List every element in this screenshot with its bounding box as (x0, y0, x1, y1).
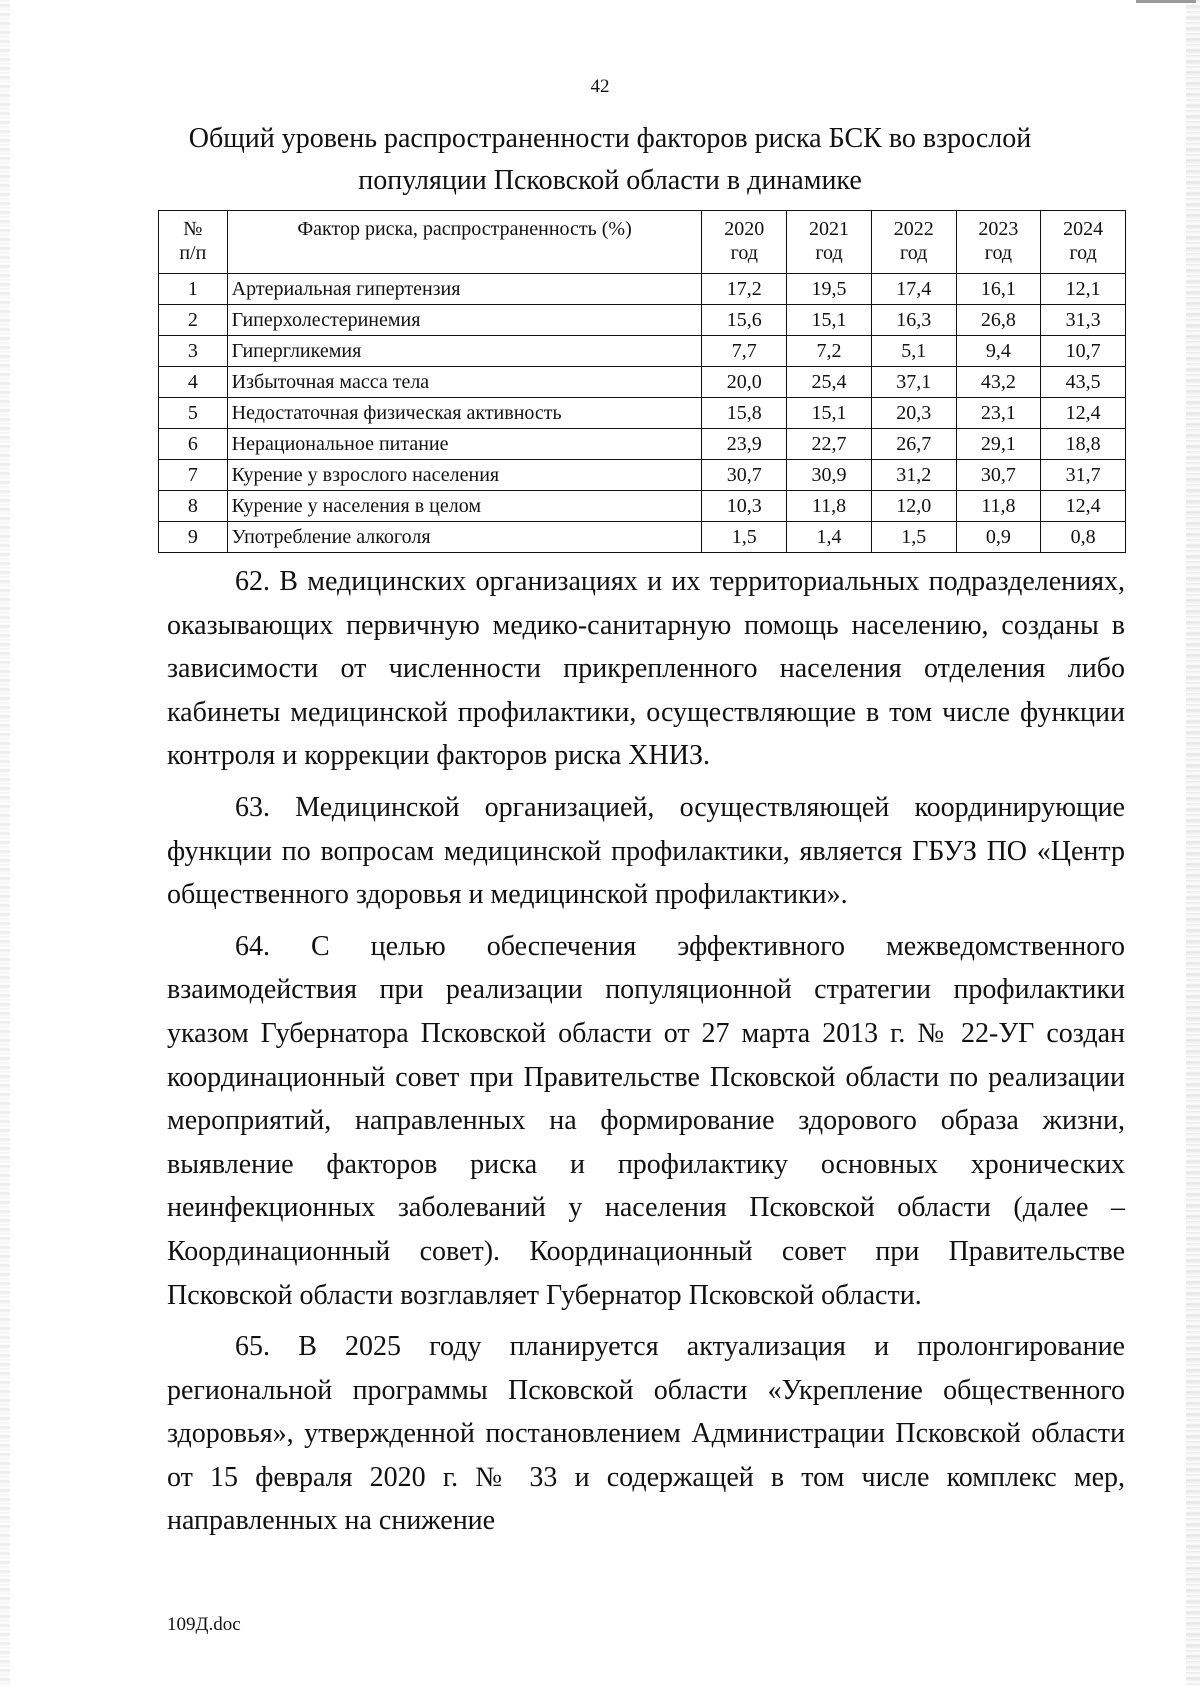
header-number-abbr: п/п (179, 242, 207, 264)
row-value-2020: 1,5 (702, 522, 787, 553)
row-value-2024: 43,5 (1041, 367, 1126, 398)
row-value-2022: 16,3 (871, 305, 956, 336)
row-value-2023: 43,2 (956, 367, 1041, 398)
row-value-2020: 20,0 (702, 367, 787, 398)
row-factor: Избыточная масса тела (227, 367, 702, 398)
row-value-2024: 31,3 (1041, 305, 1126, 336)
row-value-2023: 16,1 (956, 274, 1041, 305)
table-title (160, 118, 1060, 202)
header-year-2021 (787, 211, 872, 274)
row-value-2022: 1,5 (871, 522, 956, 553)
row-value-2023: 9,4 (956, 336, 1041, 367)
table-title-line-1: Общий уровень распространенности факторов риска БСК во взрослой (188, 123, 1032, 154)
table-title-line-2: популяции Псковской области в динамике (358, 165, 862, 196)
row-value-2024: 12,1 (1041, 274, 1126, 305)
row-value-2023: 30,7 (956, 460, 1041, 491)
row-value-2023: 29,1 (956, 429, 1041, 460)
row-number: 6 (159, 429, 228, 460)
paragraph-63: 63. Медицинской организацией, осуществляющей координирующие функции по вопросам медицинской профилактики, является ГБУЗ ПО «Центр общественного здоровья и медицинской профилактики». (167, 791, 1125, 911)
row-number: 4 (159, 367, 228, 398)
row-value-2021: 11,8 (787, 491, 872, 522)
scan-edge-left (0, 0, 10, 1686)
header-year-2024 (1041, 211, 1126, 274)
row-value-2020: 15,8 (702, 398, 787, 429)
row-value-2020: 23,9 (702, 429, 787, 460)
row-value-2021: 30,9 (787, 460, 872, 491)
header-year-value: 2022 (893, 218, 934, 240)
header-year-value: 2020 (724, 218, 765, 240)
row-factor: Курение у взрослого населения (227, 460, 702, 491)
row-value-2020: 15,6 (702, 305, 787, 336)
table-row (159, 336, 1126, 367)
table-row (159, 522, 1126, 553)
header-year-2020 (702, 211, 787, 274)
row-number: 5 (159, 398, 228, 429)
row-value-2021: 19,5 (787, 274, 872, 305)
table-row (159, 491, 1126, 522)
header-year-unit: год (730, 242, 758, 264)
row-value-2022: 12,0 (871, 491, 956, 522)
row-value-2022: 26,7 (871, 429, 956, 460)
row-value-2020: 10,3 (702, 491, 787, 522)
row-value-2024: 31,7 (1041, 460, 1126, 491)
page-number: 42 (590, 76, 610, 97)
row-value-2020: 17,2 (702, 274, 787, 305)
row-value-2022: 20,3 (871, 398, 956, 429)
row-value-2022: 31,2 (871, 460, 956, 491)
table-row (159, 429, 1126, 460)
header-year-2022 (871, 211, 956, 274)
row-factor: Гипергликемия (227, 336, 702, 367)
header-year-unit: год (1069, 242, 1097, 264)
row-value-2020: 7,7 (702, 336, 787, 367)
row-factor: Курение у населения в целом (227, 491, 702, 522)
row-value-2022: 37,1 (871, 367, 956, 398)
row-value-2021: 15,1 (787, 305, 872, 336)
file-name-footer: 109Д.doc (167, 1614, 241, 1635)
row-value-2022: 5,1 (871, 336, 956, 367)
row-number: 8 (159, 491, 228, 522)
header-year-unit: год (900, 242, 928, 264)
row-value-2024: 0,8 (1041, 522, 1126, 553)
row-value-2023: 23,1 (956, 398, 1041, 429)
row-value-2021: 22,7 (787, 429, 872, 460)
document-body (167, 560, 1125, 1543)
row-number: 7 (159, 460, 228, 491)
row-value-2024: 18,8 (1041, 429, 1126, 460)
scan-edge-right (1186, 0, 1200, 1686)
row-value-2021: 15,1 (787, 398, 872, 429)
row-value-2024: 12,4 (1041, 491, 1126, 522)
paragraph-65: 65. В 2025 году планируется актуализация и пролонгирование региональной программы Псковской области «Укрепление общественного здоровья», утвержденной постановлением Администрации Псковской области от 15 февраля 2020 г. № 33 и содержащей в том числе комплекс мер, направленных на снижение (167, 1331, 1125, 1537)
table-row (159, 367, 1126, 398)
row-number: 3 (159, 336, 228, 367)
header-year-value: 2023 (978, 218, 1019, 240)
paragraph-64: 64. С целью обеспечения эффективного межведомственного взаимодействия при реализации популяционной стратегии профилактики указом Губернатора Псковской области от 27 марта 2013 г. № 22-УГ создан координационный совет при Правительстве Псковской области по реализации мероприятий, направленных на формирование здорового образа жизни, выявление факторов риска и профилактику основных хронических неинфекционных заболеваний у населения Псковской области (далее – Координационный совет). Координационный совет при Правительстве Псковской области возглавляет Губернатор Псковской области. (167, 930, 1125, 1311)
header-year-value: 2024 (1063, 218, 1104, 240)
header-year-unit: год (984, 242, 1013, 264)
row-value-2021: 25,4 (787, 367, 872, 398)
row-factor: Гиперхолестеринемия (227, 305, 702, 336)
table-header-row (159, 211, 1126, 274)
row-factor: Недостаточная физическая активность (227, 398, 702, 429)
row-value-2024: 10,7 (1041, 336, 1126, 367)
row-value-2020: 30,7 (702, 460, 787, 491)
row-value-2021: 1,4 (787, 522, 872, 553)
table-row (159, 274, 1126, 305)
table-row (159, 398, 1126, 429)
header-year-2023 (956, 211, 1041, 274)
paragraph-62: 62. В медицинских организациях и их территориальных подразделениях, оказывающих первичную медико-санитарную помощь населению, созданы в зависимости от численности прикрепленного населения отделения либо кабинеты медицинской профилактики, осуществляющие в том числе функции контроля и коррекции факторов риска ХНИЗ. (167, 566, 1125, 772)
row-value-2023: 0,9 (956, 522, 1041, 553)
scan-corner-mark (1136, 0, 1196, 3)
row-factor: Артериальная гипертензия (227, 274, 702, 305)
row-value-2023: 26,8 (956, 305, 1041, 336)
row-number: 1 (159, 274, 228, 305)
row-factor: Употребление алкоголя (227, 522, 702, 553)
table-row (159, 460, 1126, 491)
risk-factors-table (158, 210, 1126, 553)
header-factor: Фактор риска, распространенность (%) (227, 211, 702, 274)
header-number (159, 211, 228, 274)
row-value-2021: 7,2 (787, 336, 872, 367)
header-year-unit: год (815, 242, 843, 264)
row-value-2024: 12,4 (1041, 398, 1126, 429)
row-factor: Нерациональное питание (227, 429, 702, 460)
row-value-2023: 11,8 (956, 491, 1041, 522)
row-number: 2 (159, 305, 228, 336)
header-year-value: 2021 (808, 218, 849, 240)
table-row (159, 305, 1126, 336)
row-number: 9 (159, 522, 228, 553)
header-number-sign: № (183, 218, 203, 240)
row-value-2022: 17,4 (871, 274, 956, 305)
